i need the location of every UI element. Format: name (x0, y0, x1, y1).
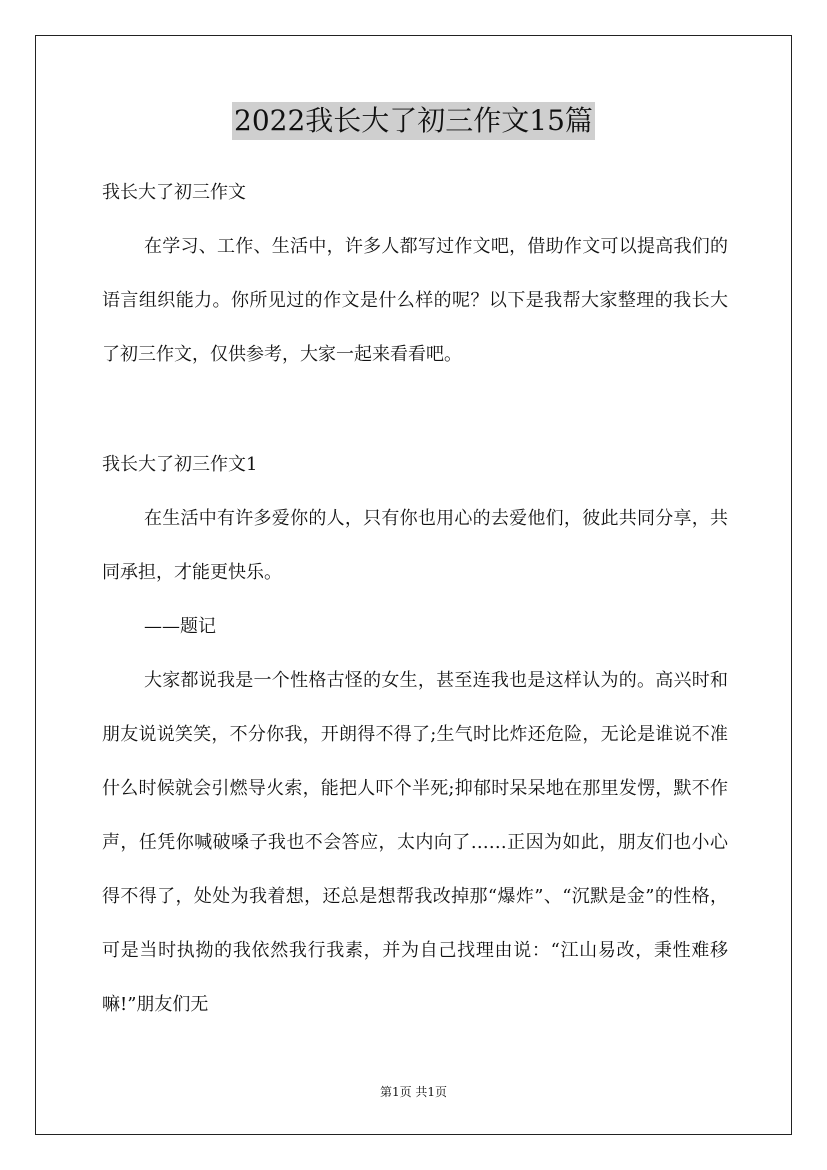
intro-paragraph: 在学习、工作、生活中，许多人都写过作文吧，借助作文可以提高我们的语言组织能力。你所见过的作文是什么样的呢？以下是我帮大家整理的我长大了初三作文，仅供参考，大家一起来看看吧。 (102, 236, 728, 365)
body-paragraph: 大家都说我是一个性格古怪的女生，甚至连我也是这样认为的。高兴时和朋友说说笑笑，不分你我，开朗得不得了;生气时比炸还危险，无论是谁说不准什么时候就会引燃导火索，能把人吓个半死;抑郁时呆呆地在那里发愣，默不作声，任凭你喊破嗓子我也不会答应，太内向了……正因为如此，朋友们也小心得不得了，处处为我着想，还总是想帮我改掉那“爆炸”、“沉默是金”的性格，可是当时执拗的我依然我行我素，并为自己找理由说：“江山易改，秉性难移嘛!”朋友们无 (102, 670, 728, 1015)
title-container (0, 102, 827, 140)
page-footer: 第1页 共1页 (379, 1085, 448, 1099)
epigraph-source: ——题记 (144, 616, 216, 637)
intro-heading: 我长大了初三作文 (102, 182, 246, 203)
essay-1-heading: 我长大了初三作文1 (102, 454, 258, 475)
epigraph-paragraph: 在生活中有许多爱你的人，只有你也用心的去爱他们，彼此共同分享，共同承担，才能更快乐。 (102, 508, 728, 583)
document-title: 2022我长大了初三作文15篇 (232, 102, 595, 140)
